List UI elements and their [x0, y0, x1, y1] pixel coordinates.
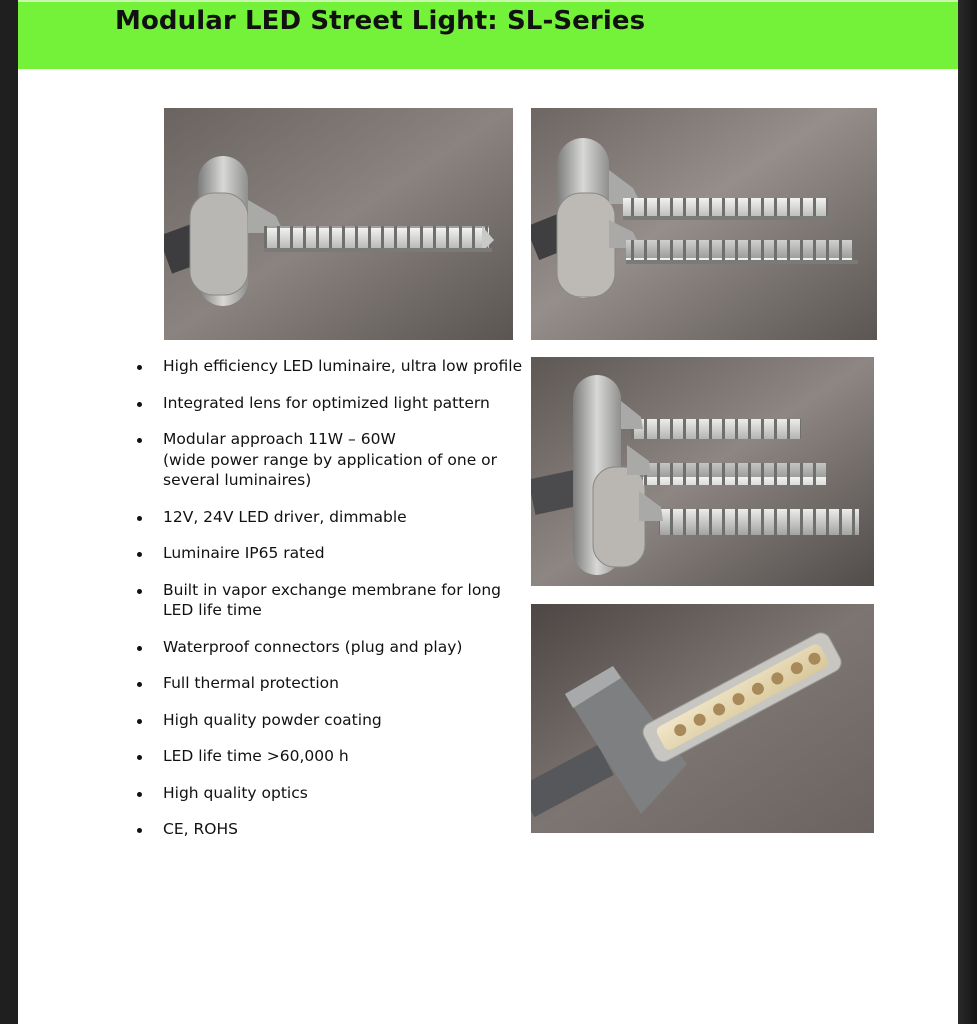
double-luminaire-photo — [531, 108, 877, 340]
feature-text: Luminaire IP65 rated — [163, 544, 325, 562]
feature-text: Waterproof connectors (plug and play) — [163, 637, 463, 656]
feature-text: High quality powder coating — [163, 710, 382, 729]
feature-item — [131, 356, 526, 377]
feature-item — [131, 393, 526, 414]
viewer-edge — [958, 0, 977, 1024]
feature-item — [131, 783, 526, 804]
feature-item — [131, 429, 526, 491]
page-title: Modular LED Street Light: SL-Series — [115, 6, 646, 36]
feature-item — [131, 819, 526, 840]
feature-text: CE, ROHS — [163, 820, 238, 838]
feature-text: Built in vapor exchange membrane for long LED life time — [163, 580, 501, 619]
feature-item — [131, 746, 526, 767]
feature-text: Integrated lens for optimized light pattern — [163, 393, 490, 412]
feature-text: 12V, 24V LED driver, dimmable — [163, 507, 407, 526]
luminaire-underside-photo — [531, 604, 874, 833]
single-luminaire-photo — [164, 108, 513, 340]
feature-subtext: (wide power range by application of one or several luminaires) — [163, 450, 498, 489]
feature-text: High efficiency LED luminaire, ultra low profile — [163, 357, 523, 375]
feature-text: LED life time >60,000 h — [163, 747, 349, 765]
feature-item — [131, 580, 526, 621]
title-banner — [18, 0, 958, 69]
feature-list — [131, 356, 526, 840]
feature-text: High quality optics — [163, 783, 308, 802]
feature-item — [131, 673, 526, 694]
triple-luminaire-photo — [531, 357, 874, 586]
feature-text: Modular approach 11W – 60W — [163, 430, 396, 448]
feature-item — [131, 710, 526, 731]
feature-text: Full thermal protection — [163, 674, 339, 692]
feature-item — [131, 637, 526, 658]
feature-item — [131, 507, 526, 528]
datasheet-page — [18, 0, 958, 1024]
feature-item — [131, 543, 526, 564]
